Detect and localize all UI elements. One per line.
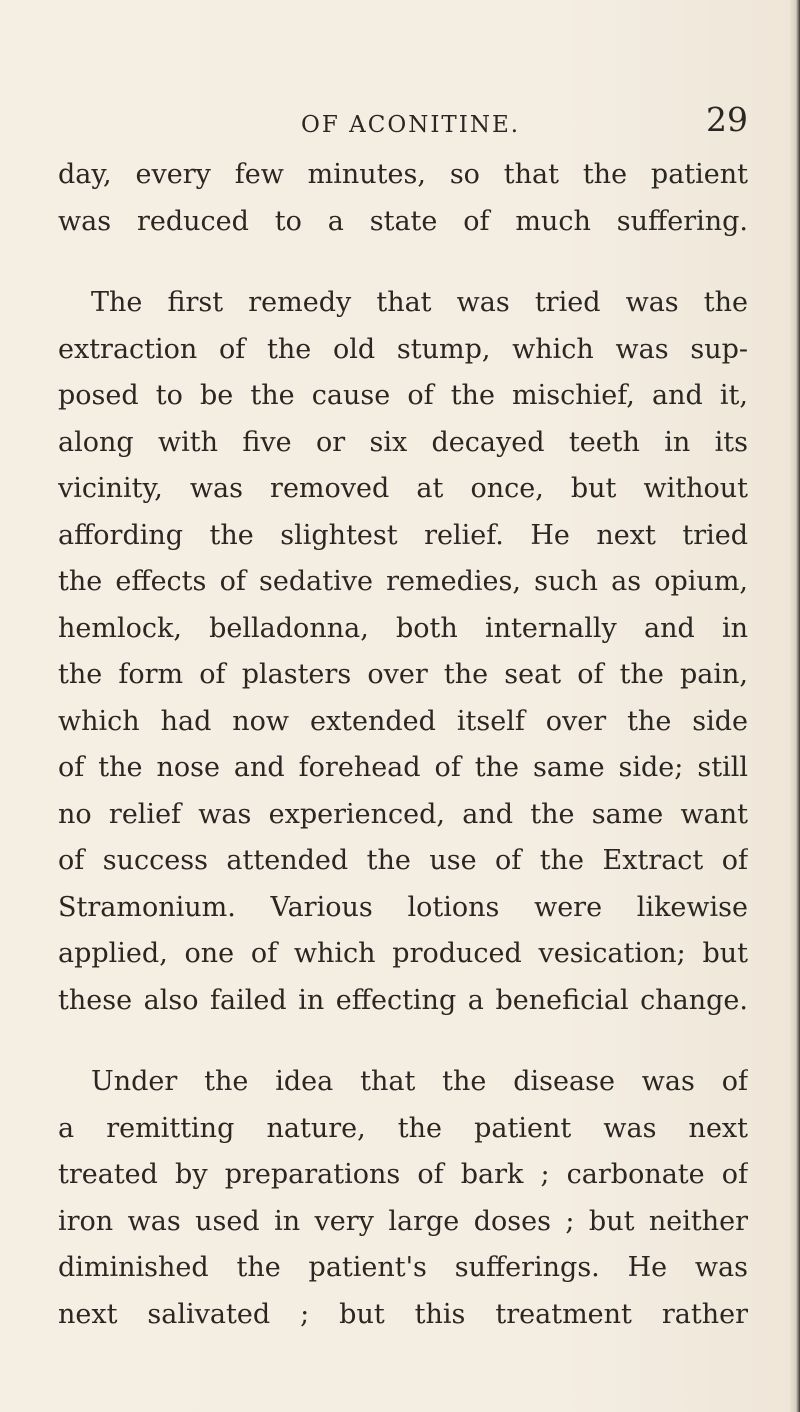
text-line: along with five or six decayed teeth in its [58, 426, 748, 458]
text-line: The first remedy that was tried was the [91, 287, 748, 318]
text-line: affording the slightest relief. He next tried [58, 519, 748, 551]
text-line: Stramonium. Various lotions were likewise [58, 891, 748, 923]
text-line: the effects of sedative remedies, such as opium, [58, 566, 748, 597]
text-line: iron was used in very large doses ; but neither [58, 1205, 748, 1237]
text-line: the form of plasters over the seat of the pain, [58, 659, 748, 690]
running-title: OF ACONITINE. [301, 112, 521, 138]
text-line: of success attended the use of the Extract of [58, 845, 748, 876]
page-number: 29 [706, 100, 748, 139]
text-line: Under the idea that the disease was of [91, 1066, 748, 1097]
text-line: next salivated ; but this treatment rather [58, 1298, 748, 1330]
text-line: extraction of the old stump, which was sup- [58, 333, 748, 365]
paragraph [58, 152, 748, 245]
text-line: no relief was experienced, and the same want [58, 798, 748, 830]
text-line: applied, one of which produced vesication; but [58, 938, 748, 969]
text-line: posed to be the cause of the mischief, and it, [58, 380, 748, 411]
paragraph [58, 280, 748, 1024]
text-line: vicinity, was removed at once, but without [58, 473, 748, 504]
running-header [58, 100, 748, 150]
page-edge-shadow [790, 0, 800, 1412]
text-line: of the nose and forehead of the same side; still [58, 752, 748, 783]
text-line: day, every few minutes, so that the patient [58, 159, 748, 190]
text-line: a remitting nature, the patient was next [58, 1112, 748, 1144]
text-line: was reduced to a state of much suffering. [58, 205, 748, 237]
text-line: these also failed in effecting a beneficial change. [58, 984, 748, 1016]
text-line: hemlock, belladonna, both internally and in [58, 612, 748, 644]
paragraph [58, 1059, 748, 1338]
text-line: diminished the patient's sufferings. He was [58, 1252, 748, 1283]
text-line: treated by preparations of bark ; carbonate of [58, 1159, 748, 1190]
text-line: which had now extended itself over the side [58, 705, 748, 737]
body-text [58, 152, 748, 1338]
